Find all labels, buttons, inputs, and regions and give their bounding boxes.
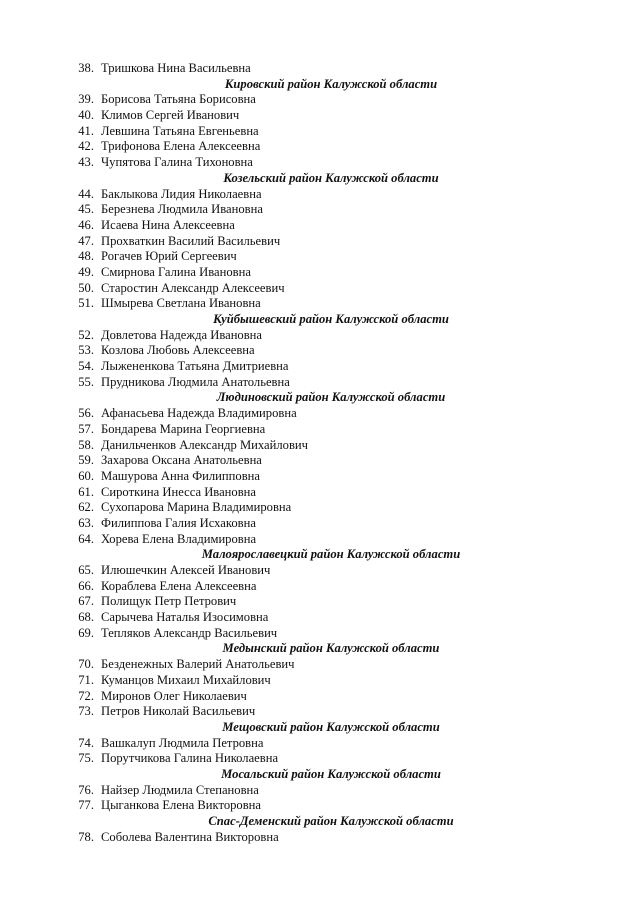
list-item-name: Баклыкова Лидия Николаевна [101,186,262,201]
list-item-name: Козлова Любовь Алексеевна [101,343,255,358]
district-heading-text: Малоярославецкий район Калужской области [201,547,461,562]
list-item-number: 41. [78,123,94,138]
list-item-name: Довлетова Надежда Ивановна [101,327,263,342]
district-heading-text: Людиновский район Калужской области [216,390,446,405]
list-item-name: Лыжененкова Татьяна Дмитриевна [101,359,289,374]
list-item [0,673,640,689]
list-item-name: Бондарева Марина Георгиевна [101,421,266,436]
list-item-name: Прудникова Людмила Анатольевна [101,374,290,389]
list-item-number: 63. [78,515,94,530]
district-heading-text: Мещовский район Калужской области [222,719,440,734]
list-item-number: 54. [78,359,94,374]
list-item-number: 65. [78,563,94,577]
list-item-name: Левшина Татьяна Евгеньевна [101,123,259,138]
list-item [0,155,640,171]
list-item [0,438,640,454]
district-heading [0,171,640,187]
list-item-name: Машурова Анна Филипповна [101,468,260,483]
list-item-number: 55. [78,374,94,389]
list-item-name: Куманцов Михаил Михайлович [101,672,271,687]
list-item-name: Климов Сергей Иванович [101,108,240,123]
list-item [0,139,640,155]
list-item-number: 73. [78,704,94,719]
list-item-name: Тришкова Нина Васильевна [101,61,251,75]
list-item-name: Соболева Валентина Викторовна [101,829,279,844]
list-item-name: Сухопарова Марина Владимировна [101,500,292,515]
list-item-name: Кораблева Елена Алексеевна [101,578,257,593]
list-item [0,516,640,532]
list-item-number: 43. [78,155,94,170]
list-item [0,328,640,344]
list-item-number: 61. [78,484,94,499]
list-item [0,422,640,438]
list-item [0,626,640,642]
list-item-name: Найзер Людмила Степановна [101,782,259,797]
district-heading [0,547,640,563]
district-heading [0,767,640,783]
list-item-name: Борисова Татьяна Борисовна [101,92,256,107]
list-item-number: 78. [78,829,94,844]
district-heading-text: Мосальский район Калужской области [221,766,441,781]
list-item-number: 51. [78,296,94,311]
list-item-number: 38. [78,61,94,75]
list-item-number: 59. [78,453,94,468]
list-item [0,783,640,799]
list-item [0,610,640,626]
list-item [0,689,640,705]
list-item [0,61,640,77]
list-item-number: 66. [78,578,94,593]
list-item [0,406,640,422]
list-item [0,124,640,140]
list-item-number: 72. [78,688,94,703]
list-item-name: Березнева Людмила Ивановна [101,202,263,217]
district-heading [0,312,640,328]
list-item-name: Тепляков Александр Васильевич [101,625,278,640]
list-item [0,249,640,265]
list-item-name: Петров Николай Васильевич [101,704,256,719]
district-heading-text: Козельский район Калужской области [223,170,439,185]
list-item [0,296,640,312]
list-item-name: Сироткина Инесса Ивановна [101,484,256,499]
list-item [0,265,640,281]
list-item [0,751,640,767]
list-item [0,108,640,124]
list-item-number: 62. [78,500,94,515]
list-item [0,830,640,846]
list-item [0,500,640,516]
list-item [0,92,640,108]
list-item-number: 50. [78,280,94,295]
list-item-name: Афанасьева Надежда Владимировна [101,406,297,421]
list-item [0,187,640,203]
list-item [0,485,640,501]
list-item-number: 45. [78,202,94,217]
list-item-name: Вашкалуп Людмила Петровна [101,735,264,750]
list-item [0,798,640,814]
list-item-number: 39. [78,92,94,107]
district-heading [0,77,640,93]
list-item [0,704,640,720]
list-item-number: 40. [78,108,94,123]
list-item-number: 42. [78,139,94,154]
list-item-number: 77. [78,798,94,813]
list-item-name: Старостин Александр Алексеевич [101,280,285,295]
list-item [0,234,640,250]
list-item-number: 48. [78,249,94,264]
list-item-name: Захарова Оксана Анатольевна [101,453,262,468]
list-item-number: 52. [78,327,94,342]
district-heading [0,641,640,657]
list-item-number: 70. [78,657,94,672]
document-page [0,61,640,845]
list-item-number: 71. [78,672,94,687]
list-item [0,736,640,752]
list-item-number: 68. [78,610,94,625]
list-item-name: Илюшечкин Алексей Иванович [101,563,271,577]
list-item-name: Исаева Нина Алексеевна [101,217,235,232]
list-item-number: 69. [78,625,94,640]
district-heading-text: Спас-Деменский район Калужской области [208,814,454,828]
list-item-name: Порутчикова Галина Николаевна [101,751,279,766]
list-item [0,579,640,595]
list-item [0,375,640,391]
list-item-name: Филиппова Галия Исхаковна [101,515,256,530]
list-item-name: Трифонова Елена Алексеевна [101,139,261,154]
list-item-number: 75. [78,751,94,766]
list-item [0,594,640,610]
district-heading [0,720,640,736]
district-heading-text: Куйбышевский район Калужской области [213,312,449,326]
district-heading [0,390,640,406]
list-item-number: 60. [78,468,94,483]
list-item-number: 56. [78,406,94,421]
list-item [0,469,640,485]
list-item-number: 57. [78,421,94,436]
district-heading-text: Кировский район Калужской области [224,76,438,91]
list-item-name: Сарычева Наталья Изосимовна [101,610,269,625]
list-item-name: Хорева Елена Владимировна [101,531,257,546]
list-item [0,359,640,375]
list-item-number: 49. [78,264,94,279]
list-item-number: 76. [78,782,94,797]
list-item-name: Чупятова Галина Тихоновна [101,155,253,170]
list-item [0,343,640,359]
list-item [0,532,640,548]
list-item-name: Смирнова Галина Ивановна [101,264,251,279]
list-item [0,202,640,218]
list-item-name: Миронов Олег Николаевич [101,688,247,703]
list-item-name: Полищук Петр Петрович [101,594,237,609]
list-item-number: 74. [78,735,94,750]
list-item-number: 53. [78,343,94,358]
list-item-number: 46. [78,217,94,232]
list-item [0,281,640,297]
list-item-name: Рогачев Юрий Сергеевич [101,249,237,264]
district-heading [0,814,640,830]
list-item-number: 58. [78,437,94,452]
list-item-number: 67. [78,594,94,609]
list-item [0,563,640,579]
district-heading-text: Медынский район Калужской области [222,641,440,656]
list-item-number: 44. [78,186,94,201]
list-item-name: Цыганкова Елена Викторовна [101,798,261,813]
list-item-number: 47. [78,233,94,248]
list-item-name: Данильченков Александр Михайлович [101,437,308,452]
list-item-number: 64. [78,531,94,546]
list-item [0,453,640,469]
list-item-name: Безденежных Валерий Анатольевич [101,657,295,672]
list-item [0,218,640,234]
list-item-name: Шмырева Светлана Ивановна [101,296,261,311]
list-item-name: Прохваткин Василий Васильевич [101,233,281,248]
list-item [0,657,640,673]
